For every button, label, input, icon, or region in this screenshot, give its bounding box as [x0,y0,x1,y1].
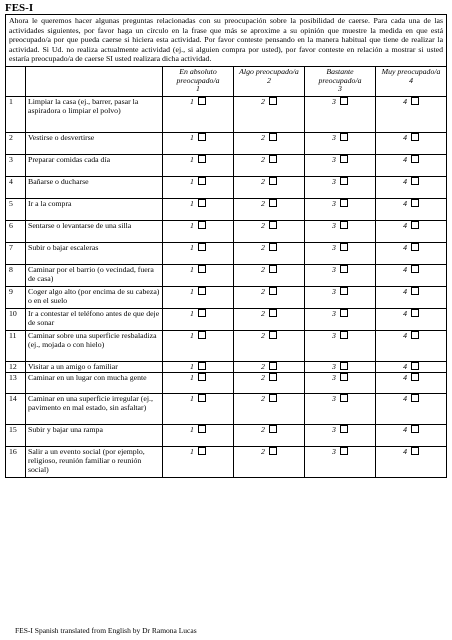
item-activity: Bañarse o ducharse [26,176,163,198]
checkbox-icon[interactable] [340,447,348,455]
rating-option-4[interactable] [376,393,447,424]
rating-option-3[interactable] [305,286,376,308]
rating-option-4[interactable] [376,176,447,198]
rating-option-2[interactable] [234,330,305,361]
rating-option-3[interactable] [305,424,376,446]
rating-option-4[interactable] [376,446,447,477]
checkbox-icon[interactable] [269,155,277,163]
checkbox-icon[interactable] [411,133,419,141]
rating-number: 2 [261,220,265,230]
checkbox-icon[interactable] [411,199,419,207]
item-activity: Subir y bajar una rampa [26,424,163,446]
column-header-2 [234,66,305,96]
rating-option-1[interactable] [163,393,234,424]
checkbox-icon[interactable] [340,331,348,339]
checkbox-icon[interactable] [411,287,419,295]
table-row [6,264,447,286]
rating-number: 2 [261,154,265,164]
checkbox-icon[interactable] [269,309,277,317]
checkbox-icon[interactable] [269,394,277,402]
column-header-number: 3 [338,84,342,94]
rating-option-2[interactable] [234,96,305,132]
rating-option-2[interactable] [234,242,305,264]
rating-number: 4 [403,330,407,340]
rating-option-1[interactable] [163,424,234,446]
item-activity: Coger algo alto (por encima de su cabeza) o en el suelo [26,286,163,308]
item-activity: Ir a la compra [26,198,163,220]
checkbox-icon[interactable] [340,287,348,295]
header-blank-activity [26,66,163,96]
rating-number: 4 [403,393,407,403]
item-number: 15 [6,424,26,446]
rating-option-2[interactable] [234,220,305,242]
rating-option-1[interactable] [163,361,234,372]
rating-option-1[interactable] [163,176,234,198]
checkbox-icon[interactable] [340,373,348,381]
rating-option-2[interactable] [234,393,305,424]
rating-number: 4 [403,446,407,456]
checkbox-icon[interactable] [198,425,206,433]
rating-option-4[interactable] [376,308,447,330]
item-number: 3 [6,154,26,176]
rating-option-4[interactable] [376,154,447,176]
rating-number: 4 [403,264,407,274]
checkbox-icon[interactable] [411,155,419,163]
rating-number: 2 [261,372,265,382]
checkbox-icon[interactable] [269,133,277,141]
table-row [6,132,447,154]
rating-number: 1 [190,132,194,142]
rating-number: 4 [403,372,407,382]
checkbox-icon[interactable] [411,177,419,185]
rating-number: 3 [332,220,336,230]
checkbox-icon[interactable] [411,331,419,339]
rating-option-4[interactable] [376,361,447,372]
rating-number: 3 [332,372,336,382]
item-activity: Limpiar la casa (ej., barrer, pasar la aspiradora o limpiar el polvo) [26,96,163,132]
checkbox-icon[interactable] [411,425,419,433]
rating-option-3[interactable] [305,220,376,242]
rating-option-1[interactable] [163,308,234,330]
rating-number: 2 [261,393,265,403]
rating-number: 3 [332,424,336,434]
checkbox-icon[interactable] [269,221,277,229]
item-number: 1 [6,96,26,132]
table-row [6,286,447,308]
item-activity: Preparar comidas cada día [26,154,163,176]
table-row [6,424,447,446]
rating-number: 3 [332,264,336,274]
checkbox-icon[interactable] [340,97,348,105]
rating-option-4[interactable] [376,96,447,132]
checkbox-icon[interactable] [198,287,206,295]
checkbox-icon[interactable] [269,199,277,207]
checkbox-icon[interactable] [269,373,277,381]
rating-number: 3 [332,198,336,208]
rating-number: 1 [190,424,194,434]
item-number: 16 [6,446,26,477]
item-number: 9 [6,286,26,308]
rating-number: 1 [190,393,194,403]
rating-number: 2 [261,286,265,296]
rating-option-1[interactable] [163,96,234,132]
rating-option-3[interactable] [305,242,376,264]
column-header-number: 1 [196,84,200,94]
rating-option-3[interactable] [305,330,376,361]
checkbox-icon[interactable] [198,133,206,141]
rating-option-2[interactable] [234,361,305,372]
rating-option-4[interactable] [376,242,447,264]
rating-number: 1 [190,242,194,252]
rating-option-4[interactable] [376,198,447,220]
rating-option-3[interactable] [305,198,376,220]
rating-option-4[interactable] [376,330,447,361]
checkbox-icon[interactable] [269,243,277,251]
rating-number: 3 [332,446,336,456]
checkbox-icon[interactable] [340,394,348,402]
column-header-3 [305,66,376,96]
rating-number: 4 [403,242,407,252]
rating-option-3[interactable] [305,176,376,198]
rating-option-2[interactable] [234,308,305,330]
checkbox-icon[interactable] [269,177,277,185]
checkbox-icon[interactable] [411,394,419,402]
rating-option-1[interactable] [163,198,234,220]
rating-option-2[interactable] [234,264,305,286]
rating-option-3[interactable] [305,372,376,393]
checkbox-icon[interactable] [269,265,277,273]
rating-number: 2 [261,176,265,186]
table-row [6,176,447,198]
rating-number: 3 [332,393,336,403]
rating-option-3[interactable] [305,393,376,424]
rating-number: 1 [190,308,194,318]
checkbox-icon[interactable] [269,447,277,455]
rating-number: 2 [261,242,265,252]
questionnaire-table [5,14,447,478]
rating-option-2[interactable] [234,424,305,446]
table-row [6,330,447,361]
rating-number: 1 [190,446,194,456]
rating-number: 4 [403,308,407,318]
rating-option-1[interactable] [163,372,234,393]
rating-number: 1 [190,198,194,208]
checkbox-icon[interactable] [340,265,348,273]
rating-number: 1 [190,220,194,230]
checkbox-icon[interactable] [411,373,419,381]
rating-option-2[interactable] [234,176,305,198]
rating-number: 2 [261,132,265,142]
column-header-label: Algo preocupado/a [239,66,299,76]
rating-option-3[interactable] [305,96,376,132]
checkbox-icon[interactable] [198,309,206,317]
rating-number: 2 [261,424,265,434]
rating-number: 4 [403,96,407,106]
rating-number: 1 [190,361,194,371]
item-number: 6 [6,220,26,242]
rating-option-4[interactable] [376,264,447,286]
item-number: 4 [6,176,26,198]
checkbox-icon[interactable] [340,199,348,207]
checkbox-icon[interactable] [269,287,277,295]
rating-number: 2 [261,198,265,208]
item-number: 2 [6,132,26,154]
checkbox-icon[interactable] [198,221,206,229]
rating-number: 2 [261,96,265,106]
rating-number: 2 [261,446,265,456]
item-activity: Salir a un evento social (por ejemplo, religioso, reunión familiar o reunión social) [26,446,163,477]
checkbox-icon[interactable] [411,447,419,455]
header-row [6,66,447,96]
item-number: 7 [6,242,26,264]
column-header-4 [376,66,447,96]
rating-number: 3 [332,176,336,186]
rating-option-1[interactable] [163,446,234,477]
checkbox-icon[interactable] [198,394,206,402]
item-number: 8 [6,264,26,286]
checkbox-icon[interactable] [340,177,348,185]
column-header-number: 4 [409,75,413,85]
checkbox-icon[interactable] [198,331,206,339]
item-activity: Subir o bajar escaleras [26,242,163,264]
table-row [6,372,447,393]
rating-option-3[interactable] [305,154,376,176]
rating-option-2[interactable] [234,154,305,176]
rating-number: 4 [403,220,407,230]
checkbox-icon[interactable] [340,243,348,251]
checkbox-icon[interactable] [198,243,206,251]
checkbox-icon[interactable] [198,155,206,163]
checkbox-icon[interactable] [198,97,206,105]
questionnaire-frame [5,14,446,478]
intro-text: Ahora le queremos hacer algunas preguntas relacionadas con su preocupación sobre la posibilidad de caerse. Para cada una de las actividades siguientes, por favor haga un círculo en la frase que más se aproxime a su opinión que muestre la medida en que está preocupado/a por que pueda caerse si hiciera esta actividad. Por favor conteste pensando en la manera habitual que tiene de realizar la actividad. Si Ud. no realiza actualmente actividad (ej., si alguien compra por usted), por favor conteste en relación a mostrar si usted estaría preocupado/a de caerse SI usted realizara dicha actividad. [6,15,447,67]
rating-number: 4 [403,286,407,296]
table-row [6,220,447,242]
checkbox-icon[interactable] [411,309,419,317]
item-activity: Visitar a un amigo o familiar [26,361,163,372]
rating-number: 4 [403,154,407,164]
item-activity: Sentarse o levantarse de una silla [26,220,163,242]
checkbox-icon[interactable] [340,133,348,141]
table-row [6,361,447,372]
item-number: 10 [6,308,26,330]
item-activity: Vestirse o desvertirse [26,132,163,154]
page-title: FES-I [5,2,34,14]
checkbox-icon[interactable] [198,177,206,185]
item-activity: Caminar sobre una superficie resbaladiza (ej., mojada o con hielo) [26,330,163,361]
rating-option-2[interactable] [234,132,305,154]
rating-option-1[interactable] [163,220,234,242]
rating-number: 3 [332,308,336,318]
checkbox-icon[interactable] [269,362,277,370]
rating-option-2[interactable] [234,286,305,308]
rating-number: 3 [332,96,336,106]
rating-option-3[interactable] [305,132,376,154]
rating-number: 1 [190,286,194,296]
rating-number: 4 [403,176,407,186]
column-header-number: 2 [267,75,271,85]
column-header-label: Muy preocupado/a [381,66,441,76]
rating-number: 4 [403,132,407,142]
rating-number: 3 [332,330,336,340]
rating-option-2[interactable] [234,198,305,220]
checkbox-icon[interactable] [269,97,277,105]
rating-option-1[interactable] [163,264,234,286]
header-blank-num [6,66,26,96]
checkbox-icon[interactable] [340,362,348,370]
rating-option-1[interactable] [163,154,234,176]
item-number: 12 [6,361,26,372]
checkbox-icon[interactable] [198,373,206,381]
rating-number: 2 [261,361,265,371]
checkbox-icon[interactable] [411,243,419,251]
checkbox-icon[interactable] [340,221,348,229]
item-number: 11 [6,330,26,361]
checkbox-icon[interactable] [411,97,419,105]
rating-number: 2 [261,308,265,318]
rating-number: 1 [190,264,194,274]
rating-number: 3 [332,361,336,371]
checkbox-icon[interactable] [269,331,277,339]
column-header-label: En absoluto preocupado/a [176,66,220,85]
table-row [6,242,447,264]
rating-option-4[interactable] [376,286,447,308]
rating-option-1[interactable] [163,286,234,308]
checkbox-icon[interactable] [411,221,419,229]
checkbox-icon[interactable] [340,425,348,433]
rating-option-2[interactable] [234,372,305,393]
checkbox-icon[interactable] [340,155,348,163]
rating-number: 4 [403,424,407,434]
item-activity: Ir a contestar el teléfono antes de que deje de sonar [26,308,163,330]
rating-number: 4 [403,361,407,371]
rating-option-3[interactable] [305,264,376,286]
item-activity: Caminar en una superficie irregular (ej., pavimento en mal estado, sin asfaltar) [26,393,163,424]
checkbox-icon[interactable] [340,309,348,317]
rating-number: 1 [190,330,194,340]
rating-number: 3 [332,242,336,252]
table-row [6,393,447,424]
rating-number: 1 [190,96,194,106]
rating-option-3[interactable] [305,361,376,372]
checkbox-icon[interactable] [198,447,206,455]
rating-option-1[interactable] [163,132,234,154]
checkbox-icon[interactable] [198,265,206,273]
column-header-label: Bastante preocupado/a [318,66,362,85]
item-number: 5 [6,198,26,220]
rating-number: 2 [261,264,265,274]
item-number: 14 [6,393,26,424]
table-row [6,308,447,330]
column-header-1 [163,66,234,96]
rating-number: 2 [261,330,265,340]
rating-option-1[interactable] [163,242,234,264]
table-row [6,198,447,220]
rating-number: 4 [403,198,407,208]
rating-option-4[interactable] [376,372,447,393]
checkbox-icon[interactable] [269,425,277,433]
checkbox-icon[interactable] [411,362,419,370]
intro-row [6,15,447,67]
rating-option-4[interactable] [376,132,447,154]
rating-number: 3 [332,286,336,296]
rating-option-4[interactable] [376,424,447,446]
rating-option-2[interactable] [234,446,305,477]
table-row [6,154,447,176]
item-number: 13 [6,372,26,393]
rating-option-4[interactable] [376,220,447,242]
rating-number: 3 [332,132,336,142]
table-row [6,96,447,132]
rating-number: 3 [332,154,336,164]
rating-option-3[interactable] [305,446,376,477]
table-row [6,446,447,477]
rating-number: 1 [190,372,194,382]
checkbox-icon[interactable] [411,265,419,273]
item-activity: Caminar en un lugar con mucha gente [26,372,163,393]
rating-number: 1 [190,176,194,186]
checkbox-icon[interactable] [198,199,206,207]
checkbox-icon[interactable] [198,362,206,370]
rating-option-1[interactable] [163,330,234,361]
rating-number: 1 [190,154,194,164]
rating-option-3[interactable] [305,308,376,330]
footer-credit: FES-I Spanish translated from English by Dr Ramona Lucas [15,626,197,635]
item-activity: Caminar por el barrio (o vecindad, fuera de casa) [26,264,163,286]
